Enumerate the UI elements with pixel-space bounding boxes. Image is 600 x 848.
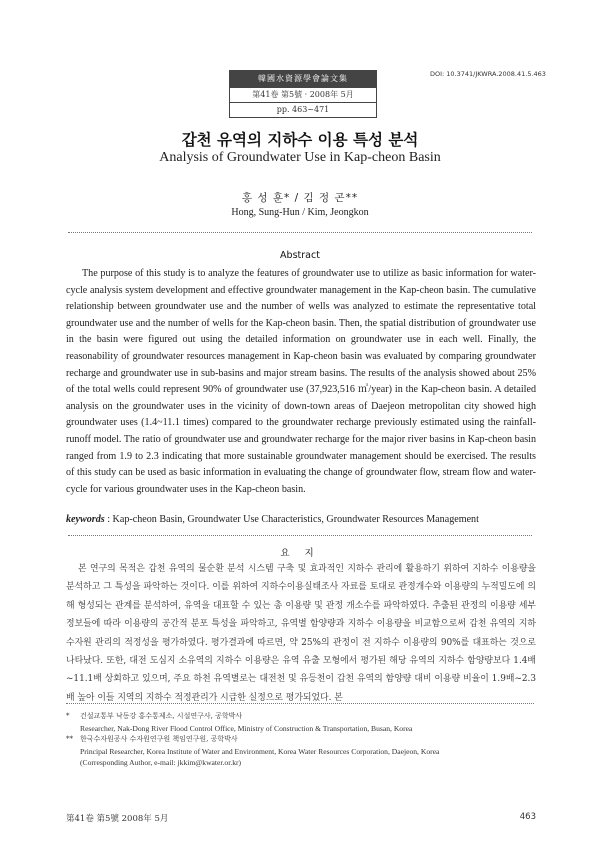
journal-title: 韓國水資源學會論文集 [230,71,376,87]
authors-korean: 홍 성 훈* / 김 정 곤** [241,192,359,204]
divider [66,703,534,704]
title-korean: 갑천 유역의 지하수 이용 특성 분석 [181,131,419,149]
footnote-english: Researcher, Nak-Dong River Flood Control Office, Ministry of Construction & Transportation, Busan, Korea [80,723,413,733]
footnote-corresponding: (Corresponding Author, e-mail: jkkim@kwater.or.kr) [80,758,242,767]
page-range: pp. 463~471 [230,102,376,117]
footnote-1 [66,711,536,723]
footnote-mark: ** [66,735,73,743]
footnote-mark: * [66,712,70,720]
footnote-korean: 한국수자원공사 수자원연구원 책임연구원, 공학박사 [80,735,238,743]
summary-heading: 요 지 [280,548,320,559]
page-number: 463 [519,812,536,822]
doi: DOI: 10.3741/JKWRA.2008.41.5.463 [430,70,546,78]
keywords-text: : Kap-cheon Basin, Groundwater Use Characteristics, Groundwater Resources Management [107,514,479,525]
journal-info-box [229,70,377,118]
divider [68,232,532,233]
footnote-korean: 건설교통부 낙동강 홍수통제소, 시설연구사, 공학박사 [80,712,243,720]
summary-text: 본 연구의 목적은 갑천 유역의 물순환 분석 시스템 구축 및 효과적인 지하수 관리에 활용하기 위하여 지하수 이용량을 분석하고 그 특성을 파악하는 것이다. 이를 위하여 지하수이용실태조사 자료를 토대로 관정개수와 이용량의 누적밀도에 의해 형성되는 관계를 분석하여, 유역을 대표할 수 있는 총 이용량 및 관정 개소수를 파악하였다. 추출된 관정의 이용량 세부정보들에 따라 이용량의 공간적 분포 특성을 파악하고, 유역별 함양량과 지하수 이용량을 비교함으로써 갑천 유역의 지하수자원 관리의 적정성을 평가하였다. 평가결과에 따르면, 약 25%의 관정이 전 지하수 이용량의 90%를 대표하는 것으로 나타났다. 또한, 대전 도심지 소유역의 지하수 이용량은 유역 유출 모형에서 평가된 해당 유역의 지하수 함양량보다 1.4배~11.1배 상회하고 있으며, 주요 하천 유역별로는 대전천 및 유등천이 갑천 유역의 함양량 대비 이용량 비율이 1.9배~2.3배 높아 이들 지역의 지하수 적정관리가 시급한 실정으로 평가되었다. 본 [66,564,536,703]
footnote-2 [66,734,536,746]
authors-english: Hong, Sung-Hun / Kim, Jeongkon [231,207,369,218]
volume-issue: 第41卷 第5號 · 2008年 5月 [230,87,376,102]
footnotes [66,711,536,769]
footer-volume: 第41卷 第5號 2008年 5月 [66,814,169,824]
keywords-label: keywords [66,514,105,525]
footnote-english: Principal Researcher, Korea Institute of Water and Environment, Korea Water Resources Corporation, Daejeon, Korea [80,746,440,756]
abstract-heading: Abstract [280,250,320,261]
divider [68,535,532,536]
abstract-text: The purpose of this study is to analyze the features of groundwater use to utilize as basic information for water-cycle analysis system development and effective groundwater management in the Kap-cheon basin. The cumulative relationship between groundwater use and the number of wells was analyzed to estimate the representative total groundwater use and the number of wells for the Kap-cheon basin. Then, the spatial distribution of groundwater use in the basin were figured out using the detailed information on groundwater use in each well. Finally, the reasonability of groundwater resources management in Kap-cheon basin was evaluated by comparing groundwater recharge and groundwater use in sub-basins and major stream basins. The results of the analysis showed about 25% of the total wells could represent 90% of groundwater use (37,923,516 ㎥/year) in the Kap-cheon basin. A detailed analysis on the groundwater uses in the vicinity of down-town areas of Daejeon metropolitan city showed high groundwater uses (1.4~11.1 times) compared to the groundwater recharge previously estimated using the rainfall-runoff model. The ratio of groundwater use and groundwater recharge for the major river basins in Kap-cheon basin ranged from 1.9 to 2.3 indicating that more sustainable groundwater management should be exercised. The results of this study can be used as basic information in evaluating the change of groundwater flow, stream flow and water-cycle for various groundwater uses in the Kap-cheon basin. [66,268,536,495]
title-english: Analysis of Groundwater Use in Kap-cheon Basin [159,150,441,165]
keywords [66,514,536,525]
